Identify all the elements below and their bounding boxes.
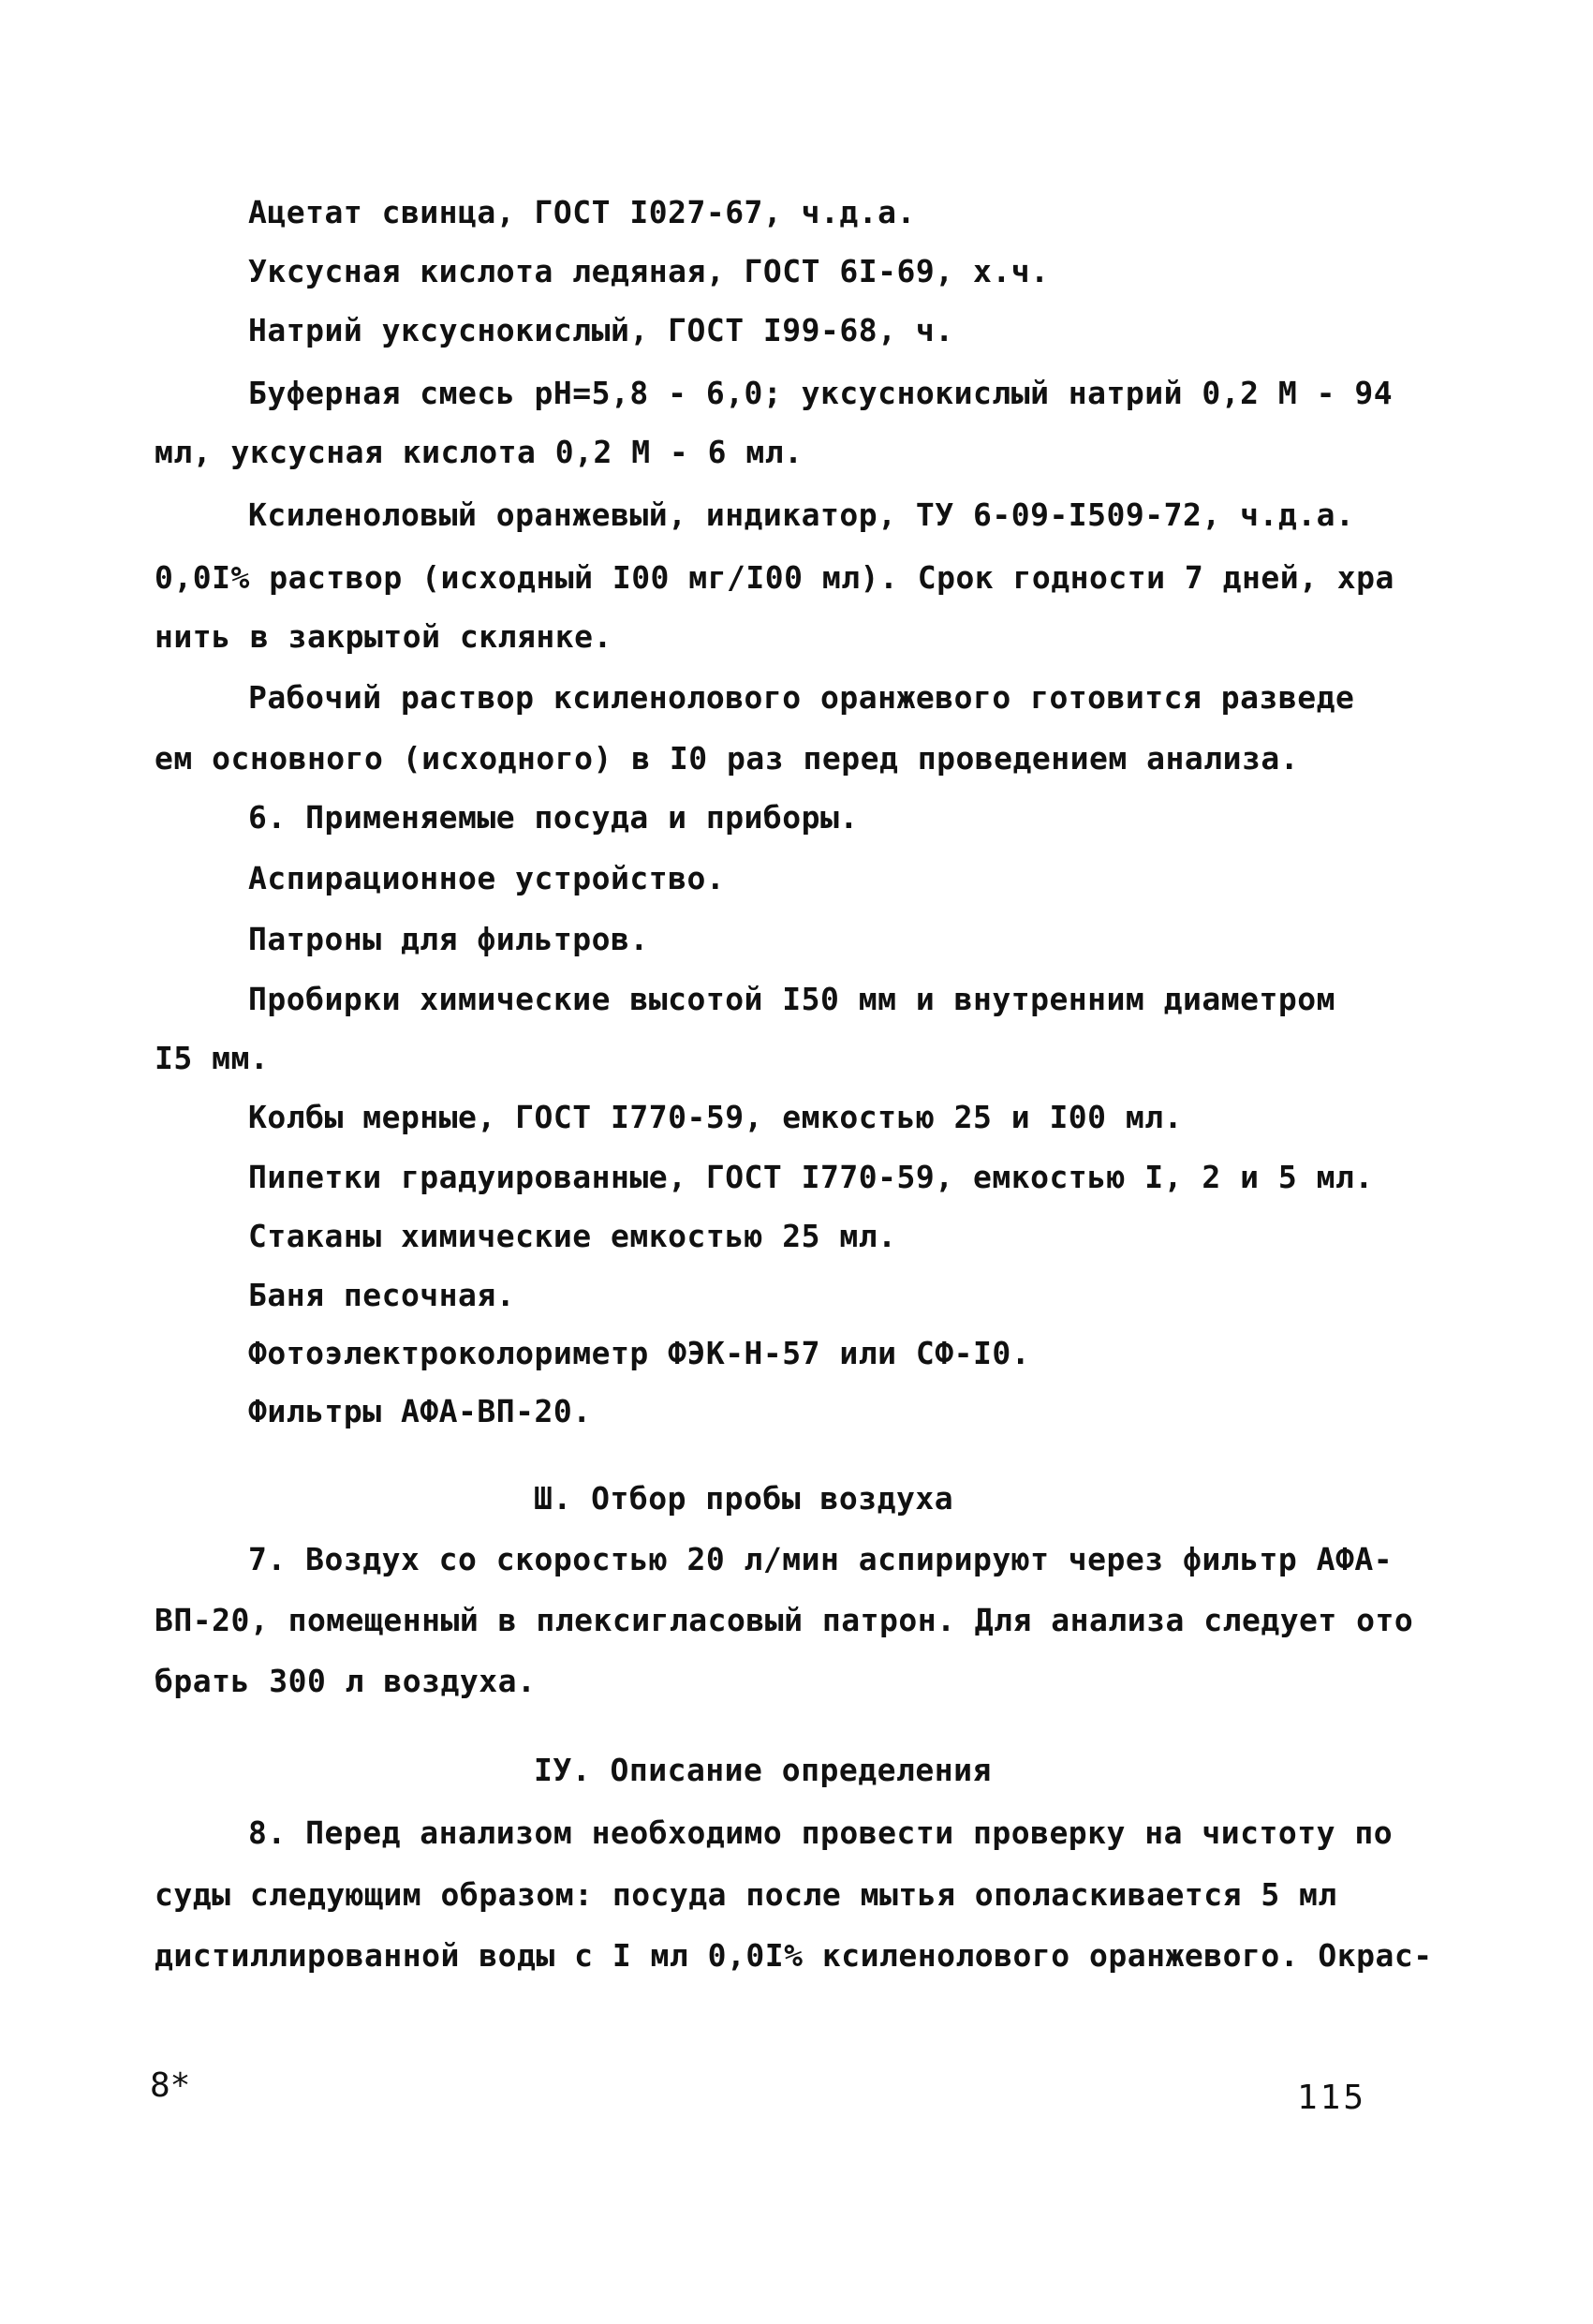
text-line: Стаканы химические емкостью 25 мл. <box>248 1218 897 1254</box>
text-line: суды следующим образом: посуда после мытья ополаскивается 5 мл <box>155 1876 1337 1913</box>
text-line: Натрий уксуснокислый, ГОСТ I99-68, ч. <box>248 312 954 348</box>
text-line: Колбы мерные, ГОСТ I770-59, емкостью 25 и I00 мл. <box>248 1099 1184 1135</box>
text-line: Ацетат свинца, ГОСТ I027-67, ч.д.а. <box>248 194 916 230</box>
text-line: Фотоэлектроколориметр ФЭК-Н-57 или СФ-I0. <box>248 1335 1031 1371</box>
section-heading: 6. Применяемые посуда и приборы. <box>248 799 859 836</box>
section-heading: IУ. Описание определения <box>534 1752 992 1788</box>
text-line: Патроны для фильтров. <box>248 921 649 957</box>
text-line: Ксиленоловый оранжевый, индикатор, ТУ 6-09-I509-72, ч.д.а. <box>248 496 1355 533</box>
text-line: 8. Перед анализом необходимо провести проверку на чистоту по <box>248 1814 1394 1851</box>
text-line: 7. Воздух со скоростью 20 л/мин аспирируют через фильтр АФА- <box>248 1541 1394 1577</box>
text-line: нить в закрытой склянке. <box>155 618 612 655</box>
signature-mark: 8* <box>150 2066 191 2105</box>
text-line: Фильтры АФА-ВП-20. <box>248 1393 592 1429</box>
text-line: дистиллированной воды с I мл 0,0I% ксиленолового оранжевого. Окрас- <box>155 1937 1433 1974</box>
text-line: ем основного (исходного) в I0 раз перед проведением анализа. <box>155 740 1300 777</box>
text-line: 0,0I% раствор (исходный I00 мг/I00 мл). Срок годности 7 дней, хра <box>155 559 1394 596</box>
text-line: Рабочий раствор ксиленолового оранжевого готовится разведе <box>248 679 1355 716</box>
section-heading: Ш. Отбор пробы воздуха <box>534 1480 954 1517</box>
text-line: Буферная смесь рН=5,8 - 6,0; уксуснокислый натрий 0,2 М - 94 <box>248 375 1394 411</box>
text-line: Пробирки химические высотой I50 мм и внутренним диаметром <box>248 981 1335 1017</box>
text-line: Пипетки градуированные, ГОСТ I770-59, емкостью I, 2 и 5 мл. <box>248 1159 1374 1195</box>
text-line: брать 300 л воздуха. <box>155 1663 537 1699</box>
text-line: Уксусная кислота ледяная, ГОСТ 6I-69, х.ч. <box>248 253 1050 289</box>
text-line: мл, уксусная кислота 0,2 М - 6 мл. <box>155 434 804 470</box>
text-line: Баня песочная. <box>248 1277 516 1313</box>
text-line: ВП-20, помещенный в плексигласовый патрон. Для анализа следует ото <box>155 1602 1414 1638</box>
text-line: Аспирационное устройство. <box>248 860 726 896</box>
text-line: I5 мм. <box>155 1040 270 1076</box>
page-number: 115 <box>1297 2079 1367 2117</box>
